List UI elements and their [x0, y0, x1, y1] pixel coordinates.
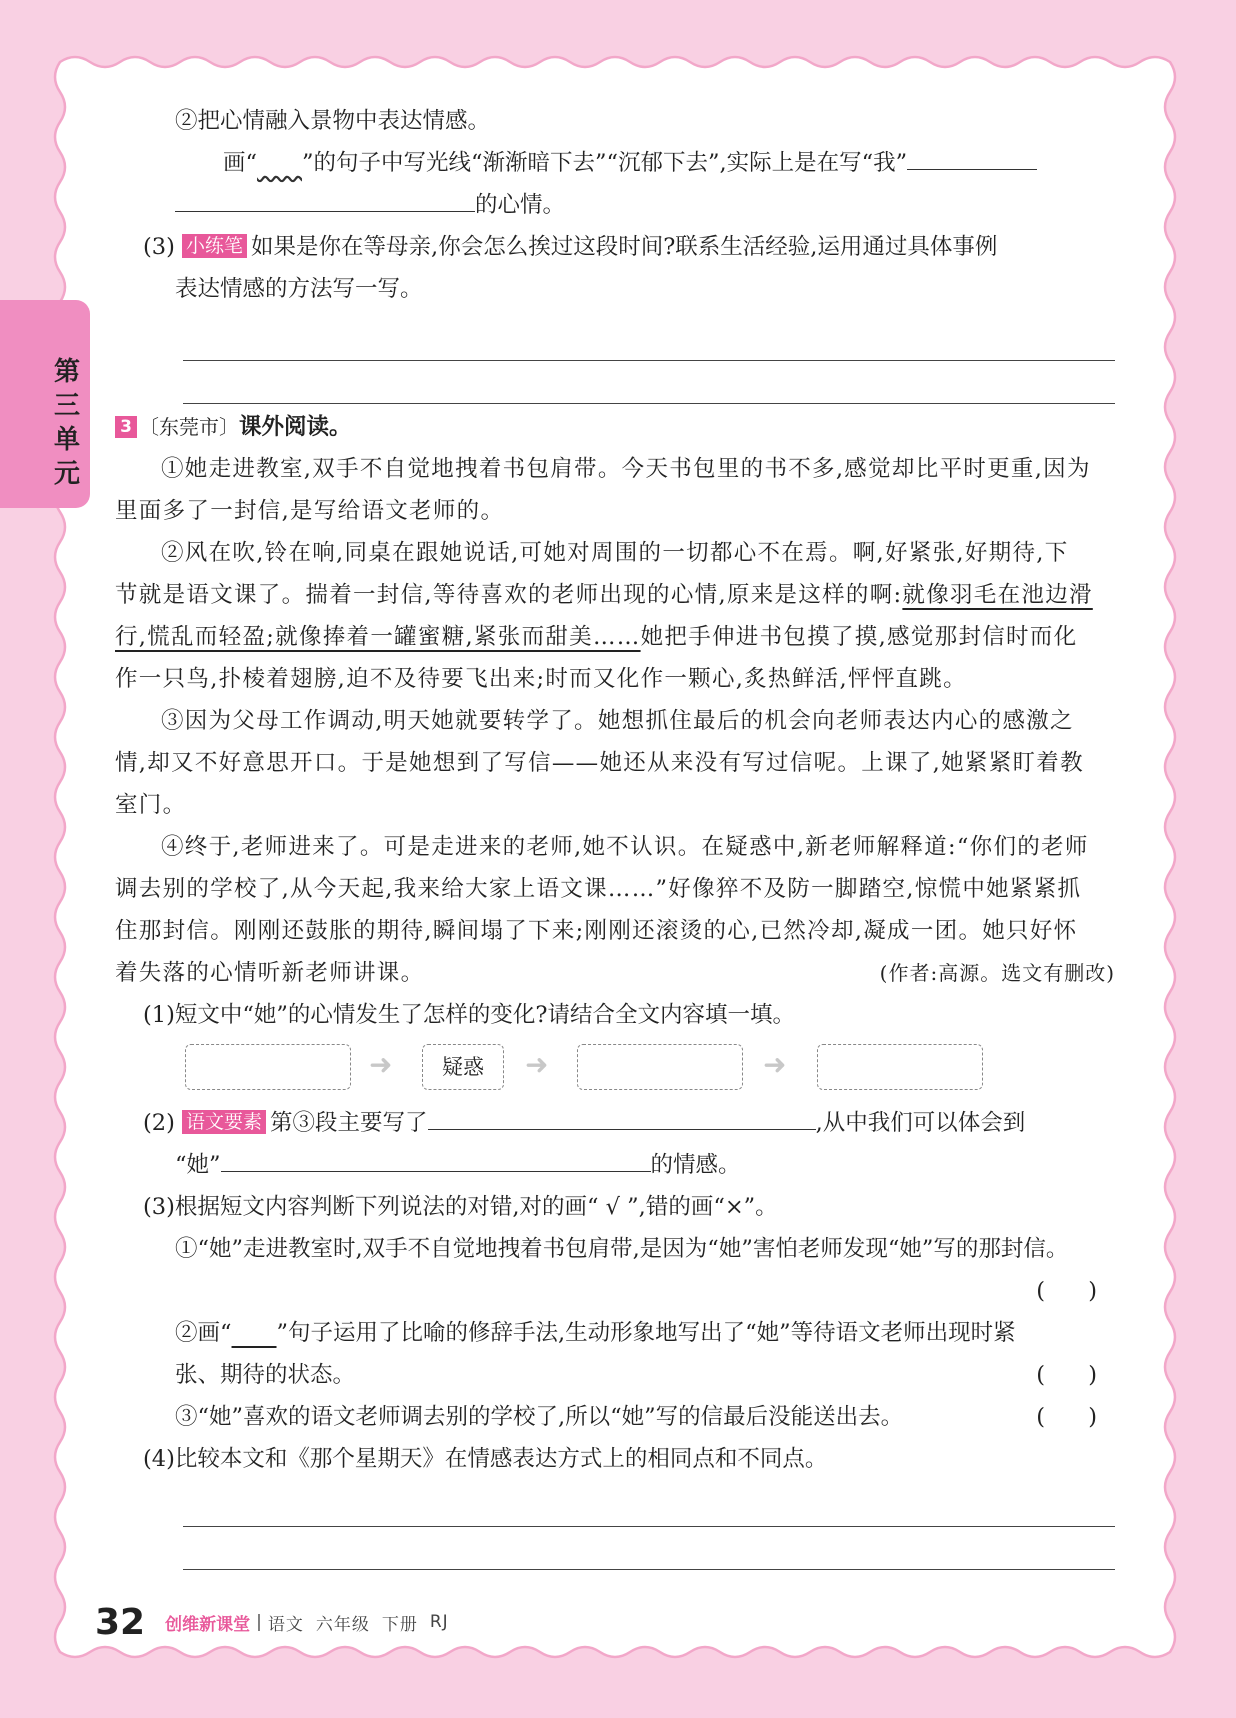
- question-number: (2): [143, 1110, 175, 1136]
- question-text: “她”: [175, 1152, 221, 1178]
- reading-passage: [115, 448, 1115, 994]
- question-2-line2: [115, 1144, 1115, 1186]
- q3-writing-prompt: [115, 226, 1115, 268]
- passage-line: 室门。: [115, 792, 187, 818]
- edition-label: RJ: [429, 1612, 449, 1632]
- page-number: 32: [95, 1601, 146, 1643]
- passage-line: 作一只鸟,扑棱着翅膀,迫不及待要飞出来;时而又化作一颗心,炙热鲜活,怦怦直跳。: [115, 666, 967, 692]
- text-segment: ”句子运用了比喻的修辞手法,生动形象地写出了“她”等待语文老师出现时紧: [276, 1320, 1016, 1346]
- unit-side-label: [52, 355, 82, 491]
- q2-item2: [115, 100, 1115, 142]
- unit-char: 元: [53, 459, 80, 489]
- arrow-right-icon: ➜: [369, 1048, 393, 1081]
- volume-label: 下册: [381, 1614, 418, 1635]
- answer-blank[interactable]: [428, 1105, 816, 1130]
- answer-parentheses[interactable]: ( ): [1036, 1278, 1115, 1304]
- question-text: 表达情感的方法写一写。: [175, 276, 423, 302]
- question-text: 第③段主要写了: [270, 1110, 428, 1136]
- passage-line: ③因为父母工作调动,明天她就要转学了。她想抓住最后的机会向老师表达内心的感激之: [161, 708, 1074, 734]
- passage-line: 里面多了一封信,是写给语文老师的。: [115, 498, 505, 524]
- question-number: (3): [143, 234, 175, 260]
- passage-line: 情,却又不好意思开口。于是她想到了写信——她还从来没有写过信呢。上课了,她紧紧盯着教: [115, 750, 1084, 776]
- page-content: [115, 100, 1115, 1570]
- text-segment: ②画“: [175, 1320, 232, 1346]
- text-segment: 节就是语文课了。揣着一封信,等待喜欢的老师出现的心情,原来是这样的啊:: [115, 582, 903, 608]
- text-segment: ③“她”喜欢的语文老师调去别的学校了,所以“她”写的信最后没能送出去。: [175, 1404, 904, 1430]
- passage-line: [115, 616, 1115, 658]
- flow-box-blank[interactable]: [185, 1044, 351, 1090]
- answer-paren-row: [115, 1270, 1115, 1312]
- answer-blank[interactable]: [221, 1147, 651, 1172]
- question-3-statement-2: [115, 1312, 1115, 1354]
- text-segment: 画“: [223, 150, 258, 176]
- flow-box-filled: 疑惑: [422, 1044, 504, 1090]
- grade-label: 六年级: [315, 1614, 370, 1635]
- unit-char: 单: [53, 425, 80, 455]
- underlined-sentence: 就像羽毛在池边滑: [902, 582, 1093, 608]
- q3-writing-prompt-line2: [115, 268, 1115, 310]
- q2-item2-text: ②把心情融入景物中表达情感。: [175, 108, 491, 134]
- text-segment: 的心情。: [475, 192, 566, 218]
- passage-line: 住那封信。刚刚还鼓胀的期待,瞬间塌了下来;刚刚还滚烫的心,已然冷却,凝成一团。她只好怀: [115, 918, 1078, 944]
- question-text: 如果是你在等母亲,你会怎么挨过这段时间?联系生活经验,运用通过具体事例: [251, 234, 998, 260]
- mood-flow-chart: [185, 1036, 1115, 1098]
- passage-line: [115, 952, 1115, 994]
- flow-box-blank[interactable]: [817, 1044, 983, 1090]
- writing-line[interactable]: [183, 318, 1115, 361]
- question-3-statement-3: [115, 1396, 1115, 1438]
- answer-blank[interactable]: [175, 187, 475, 212]
- passage-line: ④终于,老师进来了。可是走进来的老师,她不认识。在疑惑中,新老师解释道:“你们的老师: [161, 834, 1089, 860]
- question-3: (3)根据短文内容判断下列说法的对错,对的画“ √ ”,错的画“×”。: [143, 1194, 778, 1220]
- question-4: (4)比较本文和《那个星期天》在情感表达方式上的相同点和不同点。: [143, 1446, 828, 1472]
- brand-name: 创维新课堂: [165, 1614, 251, 1635]
- text-segment: 张、期待的状态。: [175, 1362, 356, 1388]
- flow-box-blank[interactable]: [577, 1044, 743, 1090]
- section-3-heading: [115, 406, 1115, 448]
- passage-line: ②风在吹,铃在响,同桌在跟她说话,可她对周围的一切都心不在焉。啊,好紧张,好期待,下: [161, 540, 1069, 566]
- question-3-statement-2-line2: [115, 1354, 1115, 1396]
- unit-char: 三: [53, 391, 80, 421]
- practice-tag: 小练笔: [182, 234, 247, 258]
- underlined-sentence: 行,慌乱而轻盈;就像捧着一罐蜜糖,紧张而甜美……: [115, 624, 641, 650]
- writing-line[interactable]: [183, 361, 1115, 404]
- wavy-blank[interactable]: [257, 150, 302, 176]
- separator: |: [256, 1612, 262, 1632]
- q2-item2-line1: [115, 142, 1115, 184]
- writing-line[interactable]: [183, 1527, 1115, 1570]
- answer-parentheses[interactable]: ( ): [1036, 1404, 1115, 1430]
- question-2: [115, 1102, 1115, 1144]
- straight-underline-sample: [232, 1320, 277, 1346]
- page-footer: [95, 1597, 449, 1647]
- passage-line: ①她走进教室,双手不自觉地拽着书包肩带。今天书包里的书不多,感觉却比平时更重,因为: [161, 456, 1091, 482]
- arrow-right-icon: ➜: [763, 1048, 787, 1081]
- section-title: 课外阅读。: [239, 414, 352, 440]
- writing-line[interactable]: [183, 1484, 1115, 1527]
- section-source: 〔东莞市〕: [139, 415, 239, 439]
- passage-line: [115, 574, 1115, 616]
- text-segment: ”的句子中写光线“渐渐暗下去”“沉郁下去”,实际上是在写“我”: [302, 150, 908, 176]
- question-3-statement-1: ①“她”走进教室时,双手不自觉地拽着书包肩带,是因为“她”害怕老师发现“她”写的那封信。: [175, 1236, 1069, 1262]
- question-1: (1)短文中“她”的心情发生了怎样的变化?请结合全文内容填一填。: [143, 1002, 795, 1028]
- subject-label: 语文: [267, 1614, 304, 1635]
- q2-item2-line2: [115, 184, 1115, 226]
- language-element-tag: 语文要素: [182, 1110, 266, 1134]
- unit-char: 第: [53, 357, 80, 387]
- arrow-right-icon: ➜: [525, 1048, 549, 1081]
- question-text: ,从中我们可以体会到: [815, 1110, 1026, 1136]
- passage-line: 调去别的学校了,从今天起,我来给大家上语文课……”好像猝不及防一脚踏空,惊慌中她紧紧抓: [115, 876, 1082, 902]
- passage-attribution: (作者:高源。选文有删改): [879, 961, 1115, 985]
- text-segment: 着失落的心情听新老师讲课。: [115, 960, 425, 986]
- section-number-badge: 3: [115, 416, 137, 438]
- text-segment: 她把手伸进书包摸了摸,感觉那封信时而化: [640, 624, 1078, 650]
- answer-blank[interactable]: [907, 145, 1037, 170]
- question-text: 的情感。: [650, 1152, 741, 1178]
- answer-parentheses[interactable]: ( ): [1036, 1362, 1115, 1388]
